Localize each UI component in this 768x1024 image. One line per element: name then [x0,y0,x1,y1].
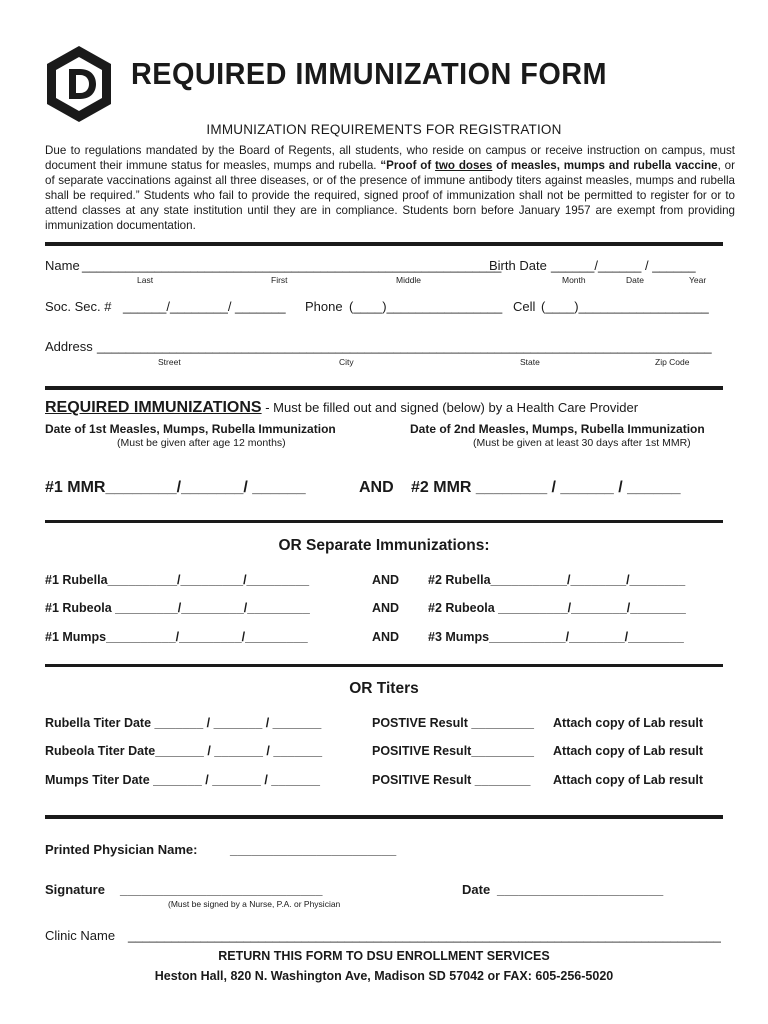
middle-caption: Middle [396,275,422,285]
divider [45,520,723,523]
phone-field[interactable]: (____)________________ [349,299,503,314]
intro-underline: two doses [435,159,493,172]
last-caption: Last [137,275,154,285]
dsu-logo-icon [44,44,114,124]
intro-bold-2: of measles, mumps and rubella vaccine [492,159,718,172]
mumps-result-field[interactable]: POSITIVE Result ________ [372,773,531,787]
state-caption: State [520,357,540,367]
required-heading-row [45,399,638,417]
name-field[interactable]: __________________________________________________________ [82,258,502,273]
and-label: AND [372,630,400,644]
signature-field[interactable]: ____________________________ [120,882,323,897]
titers-heading: OR Titers [349,680,419,697]
ssn-label: Soc. Sec. # [45,299,112,314]
return-instruction: RETURN THIS FORM TO DSU ENROLLMENT SERVICES [218,949,550,963]
and-label: AND [372,573,400,587]
required-heading-note: - Must be filled out and signed (below) by a Health Care Provider [261,400,639,415]
mmr1-field[interactable]: #1 MMR________/_______/ ______ [45,479,306,496]
date-field[interactable]: _______________________ [497,882,664,897]
rubella-titer-field[interactable]: Rubella Titer Date _______ / _______ / _______ [45,716,322,730]
and-label: AND [359,479,394,496]
divider [45,815,723,819]
mumps-dose1-field[interactable]: #1 Mumps__________/_________/_________ [45,630,308,644]
first-dose-note: (Must be given after age 12 months) [117,437,286,449]
first-caption: First [271,275,288,285]
divider [45,386,723,390]
intro-text-2: , or of separate vaccinations against all three diseases, or of the presence of immune antibody titers against measles, mumps and rubella shall be required.” Students who fail to provide the required, signed proof of immunization shall not be permitted to register for or to attend classes at any state institution until they are in compliance. Students born before January 1957 are exempt from providing immunization documentation. [45,159,735,232]
mmr2-field[interactable]: #2 MMR ________ / ______ / ______ [411,479,681,496]
intro-paragraph [45,143,735,233]
city-caption: City [339,357,354,367]
divider [45,242,723,246]
physician-name-field[interactable]: _______________________ [230,842,397,857]
divider [45,664,723,667]
rubeola-dose2-field[interactable]: #2 Rubeola __________/________/________ [428,601,686,615]
phone-label: Phone [305,299,343,314]
birth-date-field[interactable]: ______/______ / ______ [551,258,696,273]
mumps-dose3-field[interactable]: #3 Mumps___________/________/________ [428,630,684,644]
name-label: Name [45,258,80,273]
mumps-titer-field[interactable]: Mumps Titer Date _______ / _______ / _______ [45,773,320,787]
rubella-result-field[interactable]: POSTIVE Result _________ [372,716,534,730]
date-label: Date [462,882,491,897]
signature-note: (Must be signed by a Nurse, P.A. or Physician [168,899,341,909]
rubeola-result-field[interactable]: POSITIVE Result_________ [372,744,534,758]
cell-label: Cell [513,299,536,314]
attach-note: Attach copy of Lab result [553,716,704,730]
rubella-dose2-field[interactable]: #2 Rubella___________/________/________ [428,573,686,587]
clinic-name-field[interactable]: __________________________________________________________________________________ [128,928,721,943]
birth-date-label: Birth Date [489,258,547,273]
cell-field[interactable]: (____)__________________ [541,299,709,314]
section-subtitle: IMMUNIZATION REQUIREMENTS FOR REGISTRATION [206,122,562,137]
rubeola-dose1-field[interactable]: #1 Rubeola _________/_________/_________ [45,601,310,615]
year-caption: Year [689,275,707,285]
intro-text-1: Due to regulations mandated by the Board of Regents, all students, who reside on campus or receive instruction on campus, must document their immune status for measles, mumps and rubella. [45,144,735,172]
street-caption: Street [158,357,181,367]
address-label: Address [45,339,93,354]
attach-note: Attach copy of Lab result [553,744,704,758]
date-caption: Date [626,275,644,285]
address-field[interactable]: _____________________________________________________________________________________ [97,339,712,354]
second-dose-note: (Must be given at least 30 days after 1st MMR) [473,437,691,449]
intro-bold-1: “Proof of [380,159,436,172]
attach-note: Attach copy of Lab result [553,773,704,787]
zip-caption: Zip Code [655,357,690,367]
first-dose-title: Date of 1st Measles, Mumps, Rubella Immunization [45,422,336,436]
required-heading: REQUIRED IMMUNIZATIONS [45,399,262,416]
return-address: Heston Hall, 820 N. Washington Ave, Madison SD 57042 or FAX: 605-256-5020 [154,969,614,983]
page-title: REQUIRED IMMUNIZATION FORM [131,56,608,91]
ssn-field[interactable]: ______/________/ _______ [123,299,286,314]
separate-heading: OR Separate Immunizations: [278,537,490,554]
physician-name-label: Printed Physician Name: [45,842,198,857]
clinic-name-label: Clinic Name [45,928,116,943]
rubeola-titer-field[interactable]: Rubeola Titer Date_______ / _______ / _______ [45,744,323,758]
and-label: AND [372,601,400,615]
month-caption: Month [562,275,586,285]
second-dose-title: Date of 2nd Measles, Mumps, Rubella Immunization [410,422,705,436]
signature-label: Signature [45,882,105,897]
rubella-dose1-field[interactable]: #1 Rubella__________/_________/_________ [45,573,310,587]
